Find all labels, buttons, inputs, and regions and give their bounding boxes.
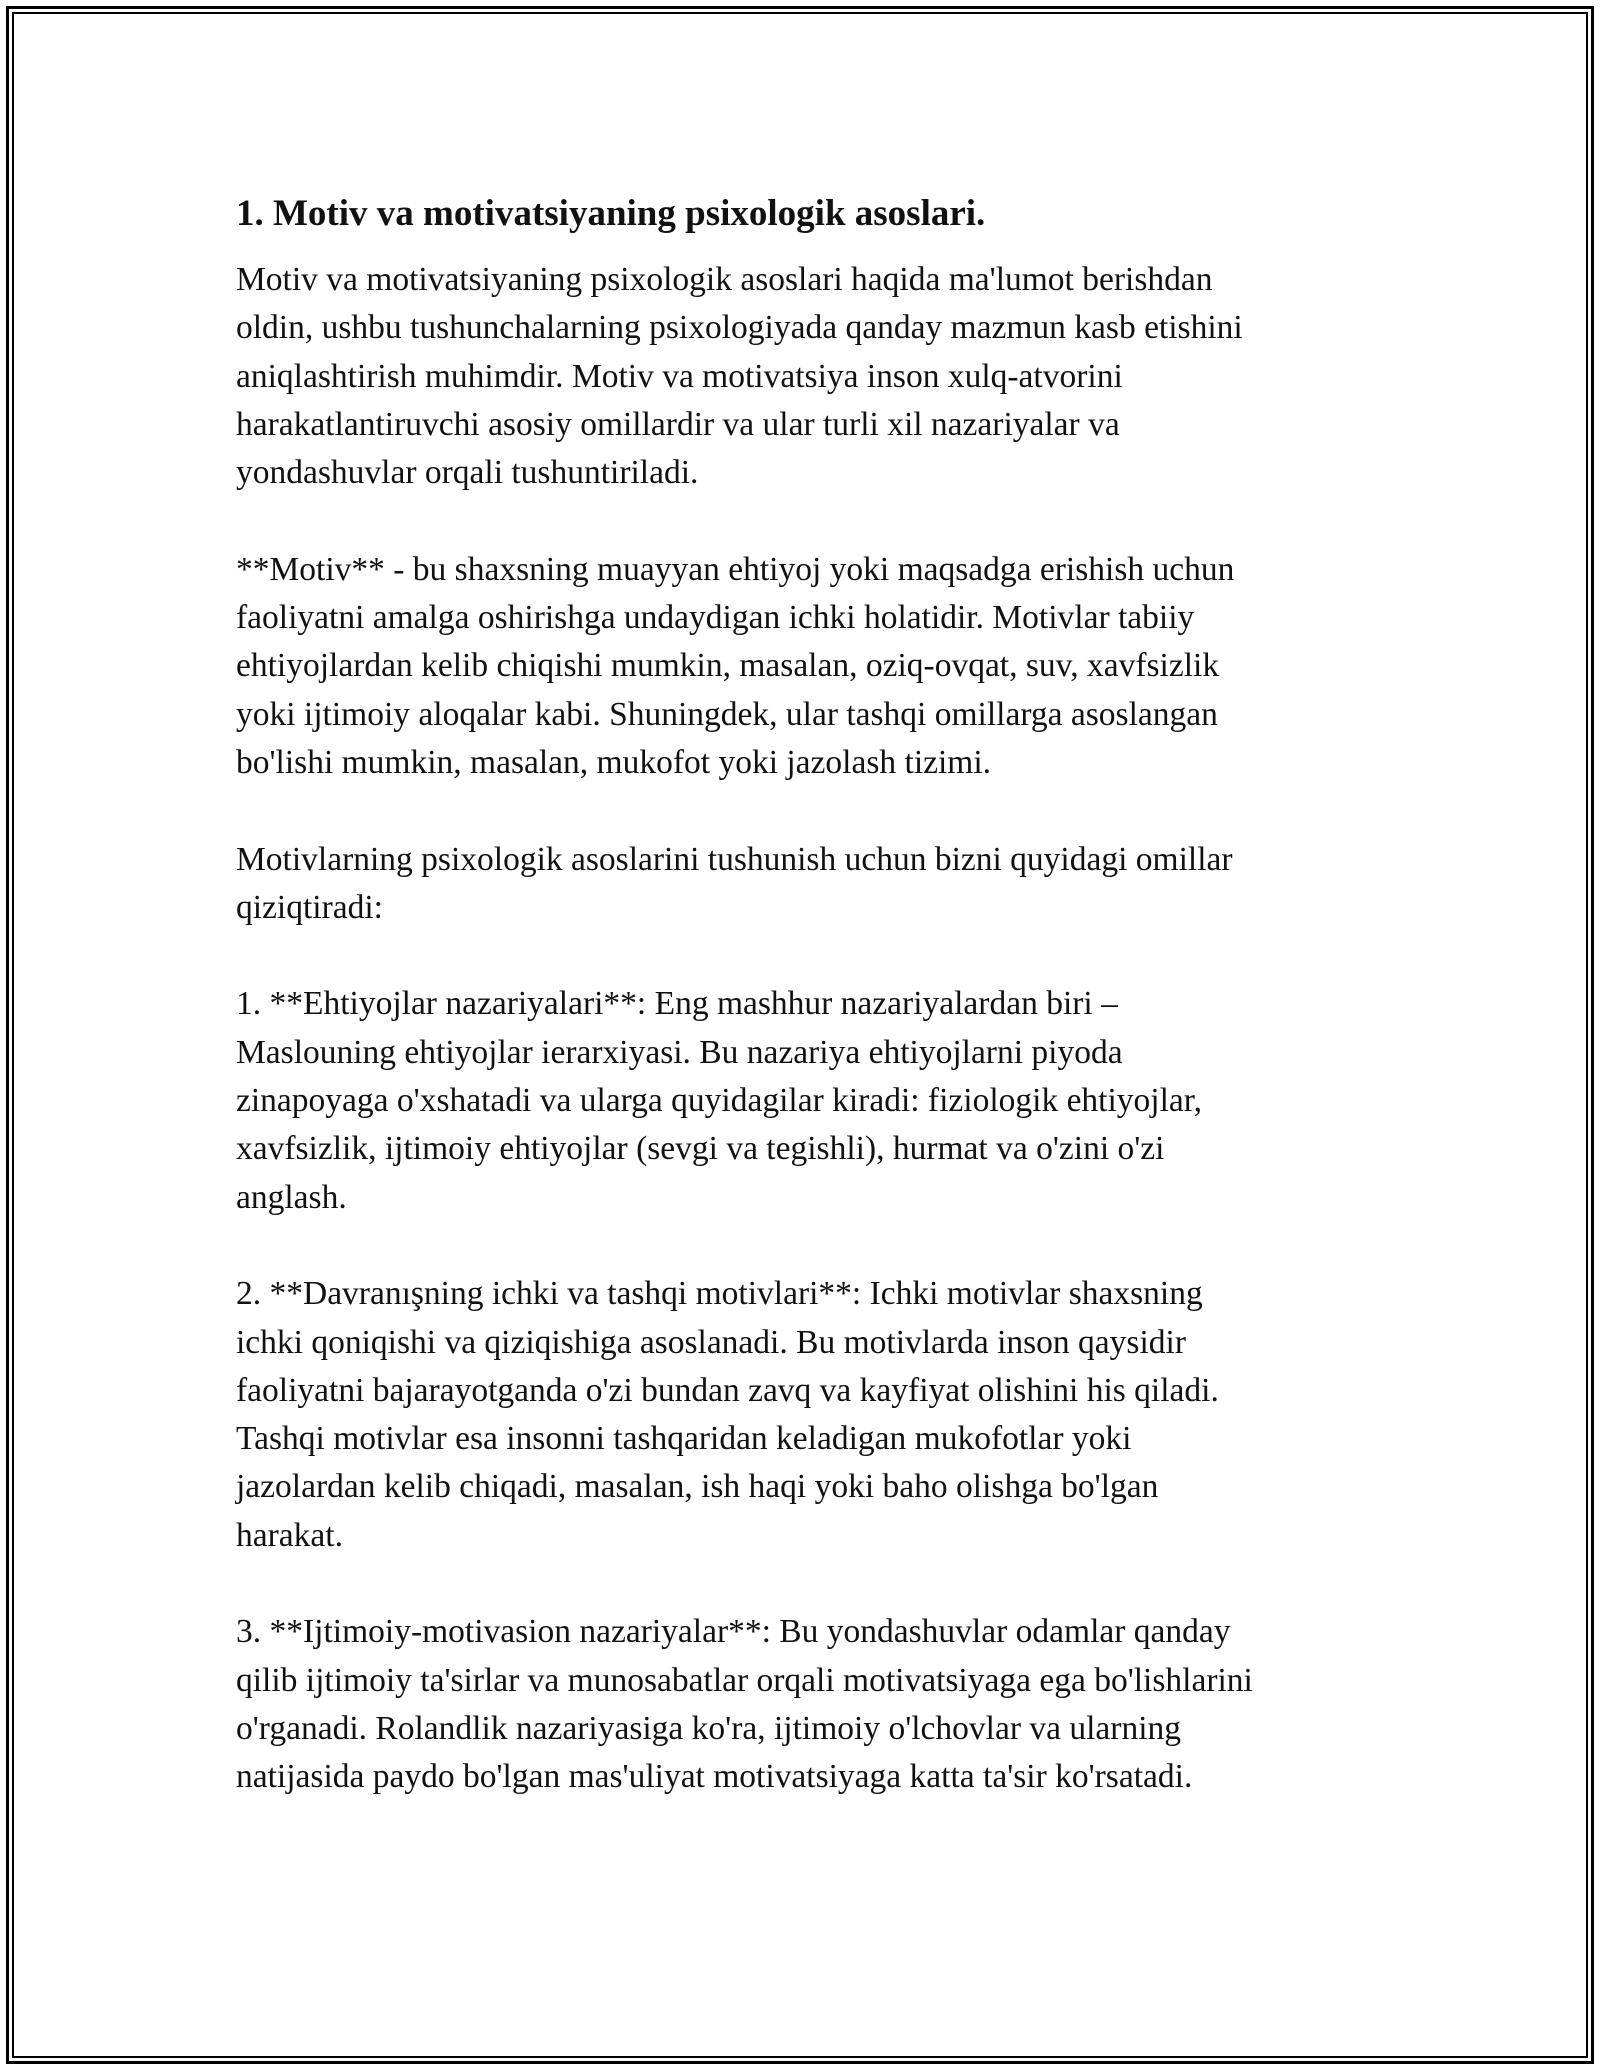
text-line: faoliyatni bajarayotganda o'zi bundan zavq va kayfiyat olishini his qiladi. bbox=[236, 1371, 1219, 1409]
text-line: oldin, ushbu tushunchalarning psixologiyada qanday mazmun kasb etishini bbox=[236, 309, 1243, 347]
text-line: yondashuvlar orqali tushuntiriladi. bbox=[236, 454, 699, 492]
list-item-internal-external-motives bbox=[236, 1270, 1366, 1560]
text-line: yoki ijtimoiy aloqalar kabi. Shuningdek, ular tashqi omillarga asoslangan bbox=[236, 695, 1218, 733]
paragraph-factors-intro bbox=[236, 836, 1366, 933]
text-line: ehtiyojlardan kelib chiqishi mumkin, masalan, oziq-ovqat, suv, xavfsizlik bbox=[236, 647, 1220, 685]
text-line: 2. **Davranışning ichki va tashqi motivlari**: Ichki motivlar shaxsning bbox=[236, 1275, 1203, 1313]
list-item-social-motivational-theories bbox=[236, 1608, 1366, 1801]
text-line: ichki qoniqishi va qiziqishiga asoslanadi. Bu motivlarda inson qaysidir bbox=[236, 1323, 1186, 1361]
document-body bbox=[236, 188, 1366, 1850]
text-line: faoliyatni amalga oshirishga undaydigan ichki holatidir. Motivlar tabiiy bbox=[236, 599, 1195, 637]
text-line: Tashqi motivlar esa insonni tashqaridan keladigan mukofotlar yoki bbox=[236, 1420, 1132, 1458]
paragraph-intro bbox=[236, 256, 1366, 497]
text-line: jazolardan kelib chiqadi, masalan, ish haqi yoki baho olishga bo'lgan bbox=[236, 1468, 1159, 1506]
text-line: qilib ijtimoiy ta'sirlar va munosabatlar orqali motivatsiyaga ega bo'lishlarini bbox=[236, 1661, 1253, 1699]
text-line: zinapoyaga o'xshatadi va ularga quyidagilar kiradi: fiziologik ehtiyojlar, bbox=[236, 1082, 1202, 1120]
text-line: Motivlarning psixologik asoslarini tushunish uchun bizni quyidagi omillar bbox=[236, 840, 1233, 878]
text-line: anglash. bbox=[236, 1178, 347, 1216]
section-heading: 1. Motiv va motivatsiyaning psixologik asoslari. bbox=[236, 193, 986, 234]
text-line: 1. **Ehtiyojlar nazariyalari**: Eng mashhur nazariyalardan biri – bbox=[236, 985, 1118, 1023]
paragraph-motiv-definition bbox=[236, 546, 1366, 787]
text-line: harakatlantiruvchi asosiy omillardir va ular turli xil nazariyalar va bbox=[236, 405, 1120, 443]
text-line: o'rganadi. Rolandlik nazariyasiga ko'ra, ijtimoiy o'lchovlar va ularning bbox=[236, 1709, 1182, 1747]
text-line: Motiv va motivatsiyaning psixologik asoslari haqida ma'lumot berishdan bbox=[236, 261, 1213, 298]
text-line: aniqlashtirish muhimdir. Motiv va motivatsiya inson xulq-atvorini bbox=[236, 357, 1123, 395]
text-line: **Motiv** - bu shaxsning muayyan ehtiyoj yoki maqsadga erishish uchun bbox=[236, 550, 1235, 588]
text-line: qiziqtiradi: bbox=[236, 888, 383, 926]
text-line: xavfsizlik, ijtimoiy ehtiyojlar (sevgi va tegishli), hurmat va o'zini o'zi bbox=[236, 1130, 1165, 1168]
text-line: bo'lishi mumkin, masalan, mukofot yoki jazolash tizimi. bbox=[236, 743, 992, 781]
text-line: harakat. bbox=[236, 1516, 343, 1554]
text-line: Maslouning ehtiyojlar ierarxiyasi. Bu nazariya ehtiyojlarni piyoda bbox=[236, 1033, 1123, 1071]
list-item-needs-theories bbox=[236, 980, 1366, 1221]
text-line: natijasida paydo bo'lgan mas'uliyat motivatsiyaga katta ta'sir ko'rsatadi. bbox=[236, 1758, 1193, 1796]
text-line: 3. **Ijtimoiy-motivasion nazariyalar**: Bu yondashuvlar odamlar qanday bbox=[236, 1613, 1231, 1651]
